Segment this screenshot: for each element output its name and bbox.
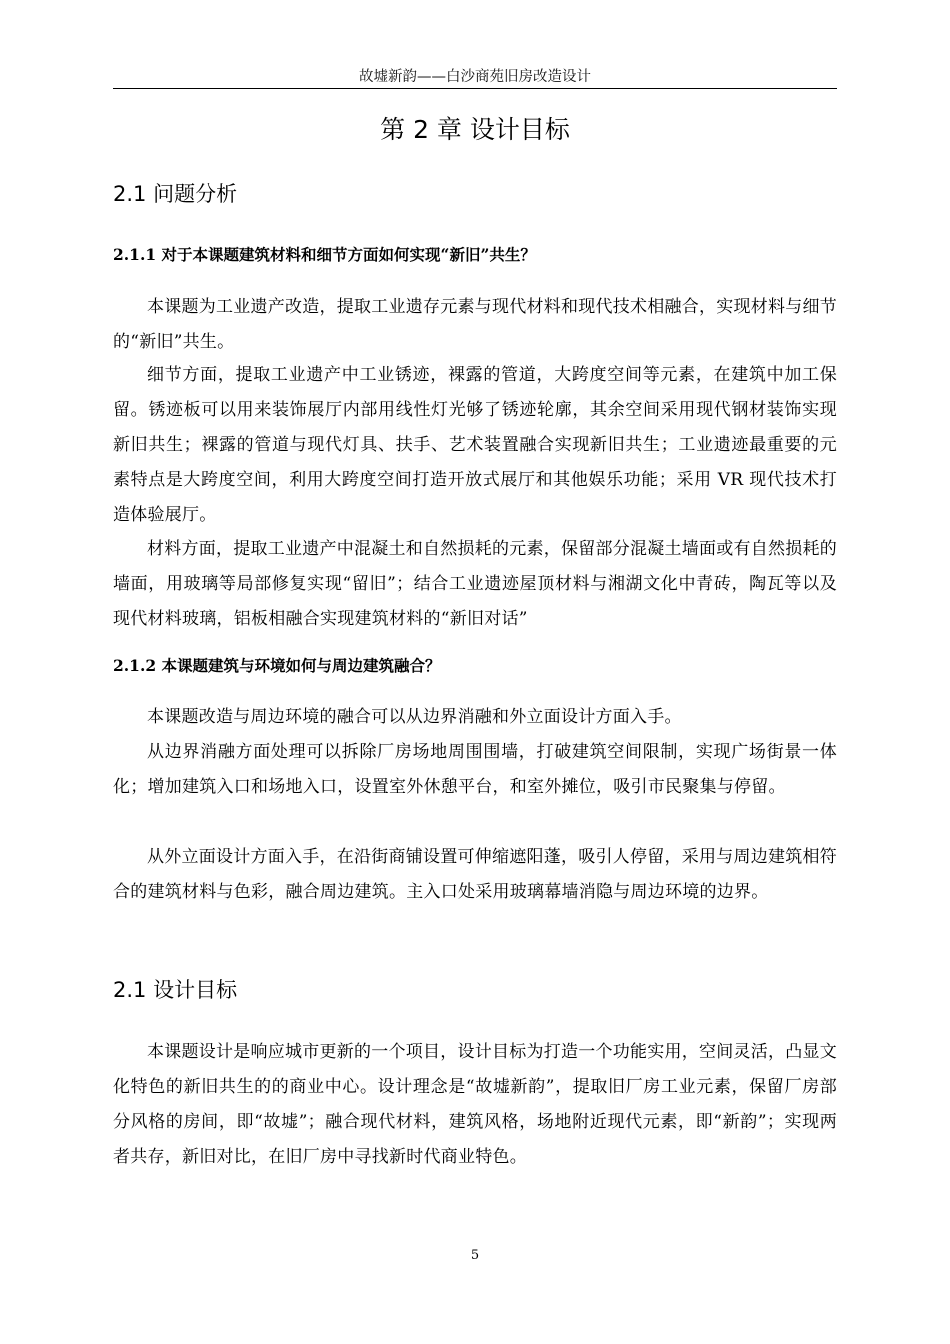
paragraph: 本课题改造与周边环境的融合可以从边界消融和外立面设计方面入手。 (147, 707, 682, 727)
chapter-title: 第 2 章 设计目标 (380, 115, 570, 144)
paragraph: 细节方面，提取工业遗产中工业锈迹，裸露的管道，大跨度空间等元素，在建筑中加工保留。锈迹板可以用来装饰展厅内部用线性灯光够了锈迹轮廓，其余空间采用现代钢材装饰实现新旧共生；裸露的管道与现代灯具、扶手、艺术装置融合实现新旧共生；工业遗迹最重要的元素特点是大跨度空间，利用大跨度空间打造开放式展厅和其他娱乐功能；采用 VR 现代技术打造体验展厅。 (113, 365, 837, 525)
running-header: 故墟新韵——白沙商苑旧房改造设计 (359, 69, 591, 85)
paragraph: 材料方面，提取工业遗产中混凝土和自然损耗的元素，保留部分混凝土墙面或有自然损耗的墙面，用玻璃等局部修复实现“留旧”；结合工业遗迹屋顶材料与湘湖文化中青砖，陶瓦等以及现代材料玻璃，铝板相融合实现建筑材料的“新旧对话” (113, 539, 837, 629)
page-number: 5 (470, 1248, 480, 1263)
subsection-title-environment: 2.1.2 本课题建筑与环境如何与周边建筑融合？ (113, 656, 441, 675)
paragraph: 本课题为工业遗产改造，提取工业遗存元素与现代材料和现代技术相融合，实现材料与细节的“新旧”共生。 (113, 297, 837, 352)
subsection-title-materials-details: 2.1.1 对于本课题建筑材料和细节方面如何实现“新旧”共生？ (113, 245, 536, 264)
paragraph: 本课题设计是响应城市更新的一个项目，设计目标为打造一个功能实用，空间灵活，凸显文化特色的新旧共生的的商业中心。设计理念是“故墟新韵”，提取旧厂房工业元素，保留厂房部分风格的房间，即“故墟”；融合现代材料，建筑风格，场地附近现代元素，即“新韵”；实现两者共存，新旧对比，在旧厂房中寻找新时代商业特色。 (113, 1042, 837, 1167)
paragraph: 从边界消融方面处理可以拆除厂房场地周围围墙，打破建筑空间限制，实现广场街景一体化；增加建筑入口和场地入口，设置室外休憩平台，和室外摊位，吸引市民聚集与停留。 (113, 742, 837, 797)
header-rule (113, 88, 837, 89)
section-title-problem-analysis: 2.1 问题分析 (113, 182, 238, 206)
section-title-design-goal: 2.1 设计目标 (113, 978, 238, 1002)
paragraph: 从外立面设计方面入手，在沿街商铺设置可伸缩遮阳蓬，吸引人停留，采用与周边建筑相符合的建筑材料与色彩，融合周边建筑。主入口处采用玻璃幕墙消隐与周边环境的边界。 (113, 847, 837, 902)
